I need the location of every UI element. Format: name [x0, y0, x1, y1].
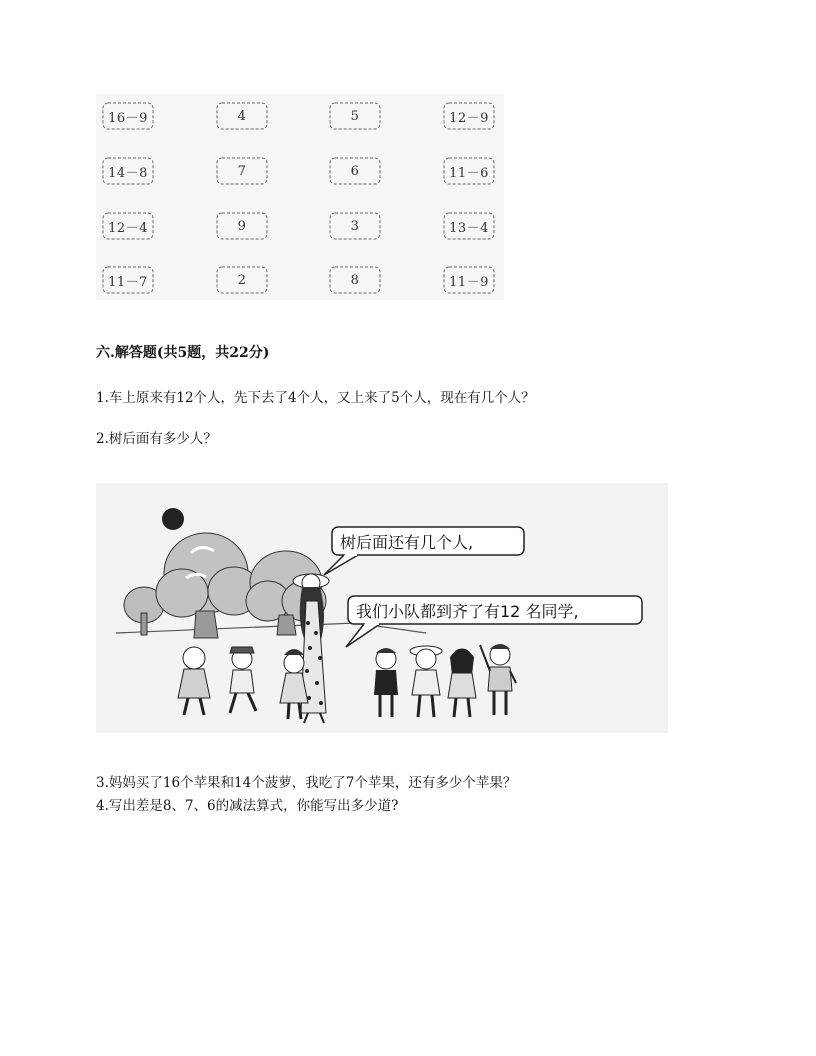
- card-text: 13－4: [449, 220, 489, 236]
- card-text: 7: [237, 163, 247, 179]
- illustration-drawing: [96, 483, 668, 733]
- card-text: 3: [350, 218, 360, 234]
- card-text: 11－9: [449, 274, 489, 290]
- card-text: 4: [237, 108, 247, 124]
- bubble-1-text: 树后面还有几个人,: [340, 533, 474, 552]
- card: [215, 211, 269, 241]
- card: [101, 265, 155, 295]
- card-text: 12－9: [449, 110, 489, 126]
- card: [215, 265, 269, 295]
- section-heading: 六.解答题(共5题，共22分): [96, 345, 270, 361]
- child-figure: [178, 647, 210, 715]
- question-1: 1.车上原来有12个人，先下去了4个人，又上来了5个人，现在有几个人？: [96, 390, 535, 406]
- card-text: 12－4: [108, 220, 148, 236]
- card: [442, 101, 496, 131]
- question-3: 3.妈妈买了16个苹果和14个菠萝，我吃了7个苹果，还有多少个苹果？: [96, 775, 517, 791]
- card: [215, 156, 269, 186]
- child-figure: [480, 644, 516, 715]
- speech-bubble-1: [324, 527, 524, 575]
- card: [442, 211, 496, 241]
- question-2: 2.树后面有多少人？: [96, 431, 217, 447]
- card: [328, 101, 382, 131]
- speech-bubble-2: [346, 596, 642, 647]
- card-text: 6: [350, 163, 360, 179]
- illustration: [96, 483, 668, 733]
- child-figure: [448, 649, 476, 717]
- card-text: 11－7: [108, 274, 148, 290]
- card-text: 9: [237, 218, 247, 234]
- card-text: 11－6: [449, 165, 489, 181]
- bubble-2-text: 我们小队都到齐了有12 名同学,: [356, 602, 579, 621]
- card-text: 8: [350, 272, 360, 288]
- matching-grid: [96, 94, 504, 300]
- card: [101, 156, 155, 186]
- card-text: 14－8: [108, 165, 148, 181]
- card: [442, 265, 496, 295]
- card-text: 16－9: [108, 110, 148, 126]
- child-figure: [230, 647, 256, 713]
- child-figure: [374, 648, 398, 717]
- question-4: 4.写出差是8、7、6的减法算式，你能写出多少道?: [96, 798, 399, 814]
- card: [328, 211, 382, 241]
- child-figure: [410, 646, 442, 717]
- tree-icon: [156, 533, 260, 638]
- card: [215, 101, 269, 131]
- card-text: 2: [237, 272, 247, 288]
- card: [442, 156, 496, 186]
- card: [101, 211, 155, 241]
- card-text: 5: [350, 108, 360, 124]
- card: [101, 101, 155, 131]
- card: [328, 156, 382, 186]
- sun-icon: [162, 508, 184, 530]
- card: [328, 265, 382, 295]
